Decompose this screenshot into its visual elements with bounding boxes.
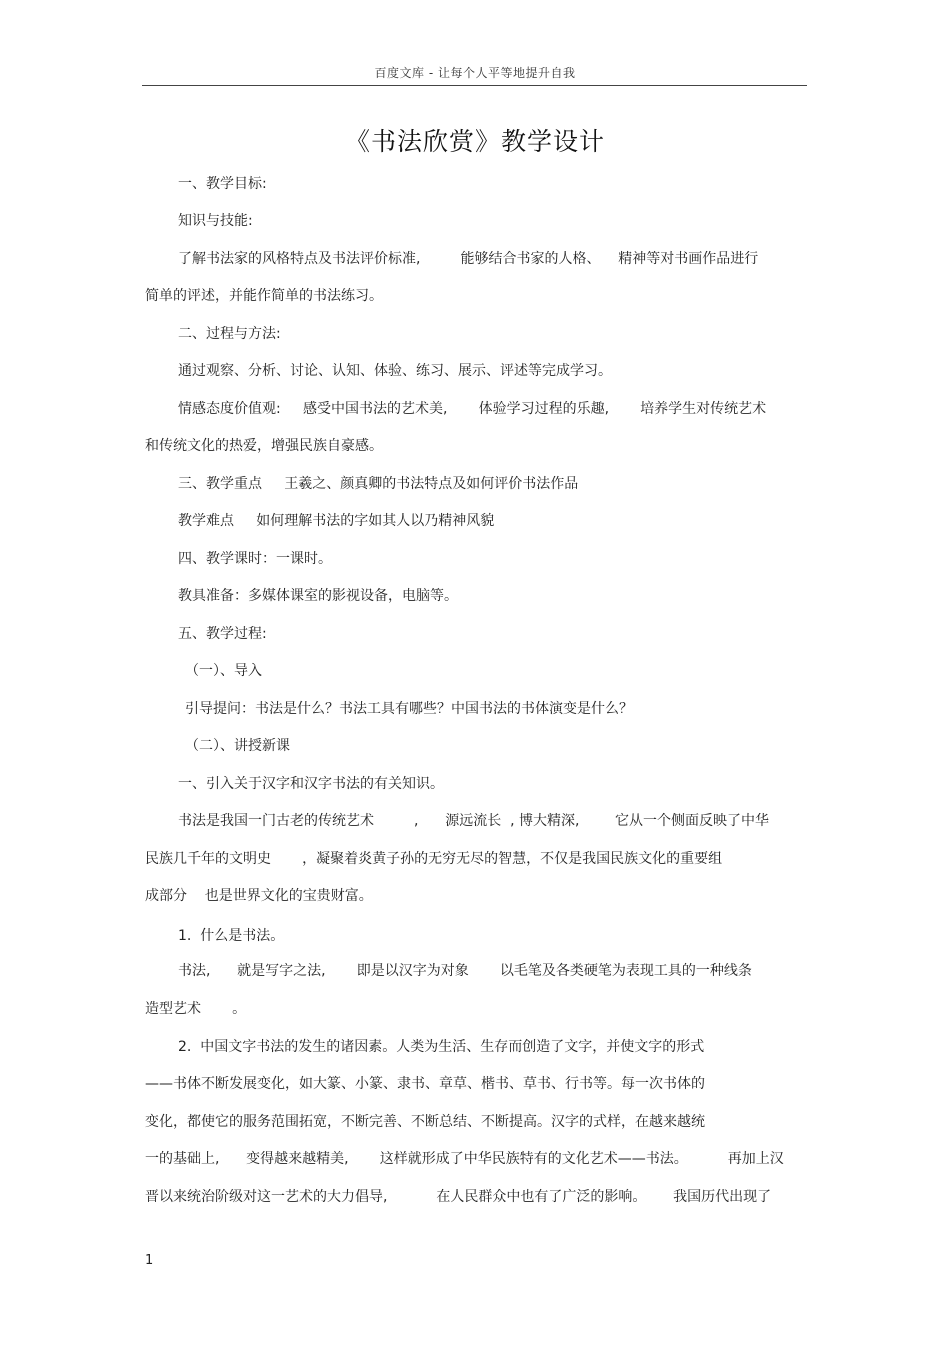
section-teaching-process-heading: 五、教学过程: (178, 626, 267, 642)
subsection-new-lesson-heading: （二）、讲授新课 (185, 738, 290, 754)
paragraph-line: 一、引入关于汉字和汉字书法的有关知识。 (178, 776, 444, 792)
section-process-heading: 二、过程与方法: (178, 326, 281, 342)
class-hours-line: 四、教学课时：一课时。 (178, 551, 332, 567)
knowledge-skills-heading: 知识与技能: (178, 213, 253, 229)
paragraph-line: 引导提问：书法是什么？书法工具有哪些？中国书法的书体演变是什么？ (185, 701, 633, 717)
paragraph-line: 通过观察、分析、讨论、认知、体验、练习、展示、评述等完成学习。 (178, 363, 612, 379)
paragraph-line: ——书体不断发展变化，如大篆、小篆、隶书、章草、楷书、草书、行书等。每一次书体的 (145, 1076, 705, 1092)
paragraph-line: 晋以来统治阶级对这一艺术的大力倡导, 在人民群众中也有了广泛的影响。 我国历代出现了 (145, 1189, 772, 1205)
equipment-line: 教具准备：多媒体课室的影视设备，电脑等。 (178, 588, 458, 604)
header-divider (142, 85, 807, 86)
paragraph-line: 书法是我国一门古老的传统艺术 , 源远流长 , 博大精深, 它从一个侧面反映了中华 (178, 813, 770, 829)
paragraph-line: 造型艺术 。 (145, 1001, 247, 1017)
paragraph-line: 情感态度价值观: 感受中国书法的艺术美, 体验学习过程的乐趣, 培养学生对传统艺术 (178, 401, 767, 417)
paragraph-line: 和传统文化的热爱，增强民族自豪感。 (145, 438, 383, 454)
paragraph-line: 书法, 就是写字之法, 即是以汉字为对象 以毛笔及各类硬笔为表现工具的一种线条 (178, 963, 752, 979)
numbered-heading: 1. 什么是书法。 (178, 928, 285, 944)
page-title: 《书法欣赏》教学设计 (344, 127, 605, 156)
section-objectives-heading: 一、教学目标: (178, 176, 267, 192)
paragraph-line: 简单的评述，并能作简单的书法练习。 (145, 288, 383, 304)
page-number: 1 (145, 1253, 154, 1268)
paragraph-line: 民族几千年的文明史 ，凝聚着炎黄子孙的无穷无尽的智慧，不仅是我国民族文化的重要组 (145, 851, 723, 867)
paragraph-line: 一的基础上, 变得越来越精美, 这样就形成了中华民族特有的文化艺术——书法。 再加上汉 (145, 1151, 784, 1167)
header-text: 百度文库 - 让每个人平等地提升自我 (374, 66, 576, 80)
difficulty-line: 教学难点 如何理解书法的字如其人以乃精神风貌 (178, 513, 495, 529)
numbered-heading: 2. 中国文字书法的发生的诸因素。人类为生活、生存而创造了文字，并使文字的形式 (178, 1039, 705, 1055)
subsection-intro-heading: （一）、导入 (185, 663, 262, 679)
paragraph-line: 了解书法家的风格特点及书法评价标准, 能够结合书家的人格、 精神等对书画作品进行 (178, 251, 759, 267)
key-points-line: 三、教学重点 王羲之、颜真卿的书法特点及如何评价书法作品 (178, 476, 579, 492)
paragraph-line: 成部分 也是世界文化的宝贵财富。 (145, 888, 373, 904)
paragraph-line: 变化，都使它的服务范围拓宽，不断完善、不断总结、不断提高。汉字的式样，在越来越统 (145, 1114, 705, 1130)
